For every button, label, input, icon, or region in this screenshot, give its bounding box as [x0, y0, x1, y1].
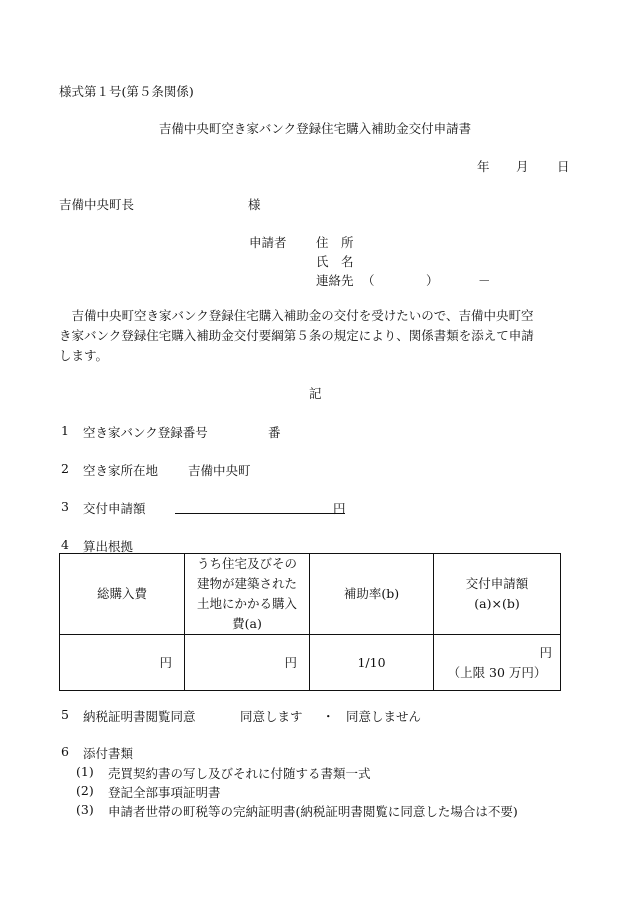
body-text — [59, 306, 534, 366]
attachment-3-number: (3) — [76, 802, 94, 817]
addressee-honorific: 様 — [248, 197, 261, 212]
body-line-2: き家バンク登録住宅購入補助金交付要綱第５条の規定により、関係書類を添えて申請 — [59, 328, 534, 343]
cell-subsidy-rate: 1/10 — [310, 635, 434, 691]
header-land-purchase: うち住宅及びその 建物が建築された 土地にかかる購入 費(a) — [185, 554, 310, 635]
table-row — [60, 635, 561, 691]
attachment-1-text: 売買契約書の写し及びそれに付随する書類一式 — [108, 766, 371, 781]
item1-label: 空き家バンク登録番号 — [83, 425, 208, 440]
body-line-1: 吉備中央町空き家バンク登録住宅購入補助金の交付を受けたいので、吉備中央町空 — [59, 308, 534, 323]
addressee: 吉備中央町長 — [59, 197, 135, 212]
table-header-row — [60, 554, 561, 635]
attachment-2-number: (2) — [76, 783, 94, 798]
item6-number: 6 — [61, 744, 69, 759]
item2-number: 2 — [61, 461, 69, 476]
item4-number: 4 — [61, 537, 69, 552]
document-title: 吉備中央町空き家バンク登録住宅購入補助金交付申請書 — [158, 121, 472, 136]
contact-paren-open: （ — [362, 273, 375, 288]
applicant-label: 申請者 — [249, 235, 287, 250]
calculation-table — [59, 553, 561, 691]
item3-unit: 円 — [333, 501, 346, 516]
attachment-3-text: 申請者世帯の町税等の完納証明書(納税証明書閲覧に同意した場合は不要) — [108, 804, 518, 819]
item1-suffix: 番 — [268, 425, 281, 440]
item6-label: 添付書類 — [83, 746, 134, 761]
date-year: 年 — [477, 159, 490, 174]
application-amount-field[interactable] — [175, 499, 345, 514]
date-month: 月 — [516, 159, 529, 174]
disagree-option[interactable]: 同意しません — [346, 709, 422, 724]
contact-paren-close: ） — [426, 273, 439, 288]
item2-value: 吉備中央町 — [188, 463, 251, 478]
item4-label: 算出根拠 — [83, 539, 134, 554]
ki-label: 記 — [309, 386, 322, 401]
body-line-3: します。 — [59, 348, 109, 363]
cell-land-purchase[interactable]: 円 — [185, 635, 310, 691]
cell-application-amount[interactable]: 円 （上限 30 万円） — [434, 635, 561, 691]
date-day: 日 — [557, 159, 570, 174]
form-number: 様式第１号(第５条関係) — [59, 84, 194, 99]
attachment-2-text: 登記全部事項証明書 — [108, 785, 221, 800]
item3-label: 交付申請額 — [83, 501, 146, 516]
item3-number: 3 — [61, 499, 69, 514]
applicant-name-label: 氏 名 — [316, 254, 354, 269]
option-separator: ・ — [322, 709, 335, 724]
agree-option[interactable]: 同意します — [240, 709, 303, 724]
applicant-address-label: 住 所 — [316, 235, 354, 250]
header-application-amount: 交付申請額 (a)×(b) — [434, 554, 561, 635]
item5-label: 納税証明書閲覧同意 — [83, 709, 196, 724]
item2-label: 空き家所在地 — [83, 463, 159, 478]
cell-total-purchase[interactable]: 円 — [60, 635, 185, 691]
contact-dash: － — [478, 273, 491, 288]
item5-number: 5 — [61, 707, 69, 722]
attachment-1-number: (1) — [76, 764, 94, 779]
header-subsidy-rate: 補助率(b) — [310, 554, 434, 635]
header-total-purchase: 総購入費 — [60, 554, 185, 635]
item1-number: 1 — [61, 423, 69, 438]
applicant-contact-label: 連絡先 — [316, 273, 354, 288]
